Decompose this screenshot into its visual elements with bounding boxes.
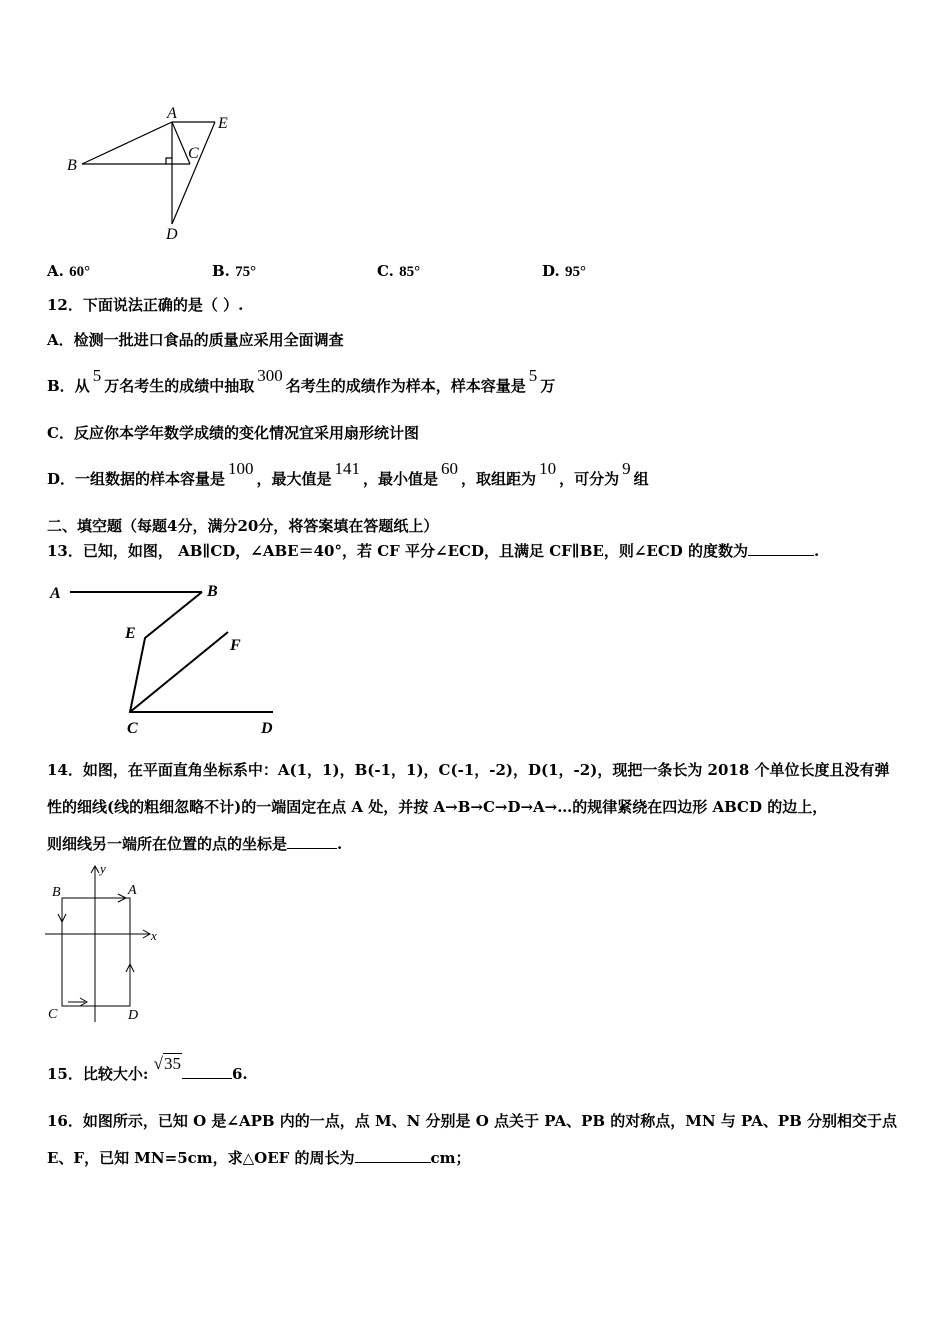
text: 万 <box>540 377 556 395</box>
section-heading: 二、填空题（每题4分，满分20分，将答案填在答题纸上） <box>47 517 439 535</box>
label-B: B <box>207 583 218 600</box>
option-key: B. <box>212 262 230 280</box>
question-text: E、F，已知 MN=5cm，求△OEF 的周长为 <box>47 1149 355 1167</box>
label-F: F <box>230 637 241 654</box>
sqrt-icon: √ <box>153 1054 163 1073</box>
q16-line2 <box>47 1148 471 1168</box>
q12-option-c: C．反应你本学年数学成绩的变化情况宜采用扇形统计图 <box>47 424 419 442</box>
text: 组 <box>633 470 649 488</box>
text: B．从 <box>47 377 90 395</box>
q14-line1: 14．如图，在平面直角坐标系中：A(1，1)，B(-1，1)，C(-1，-2)，D(1，-2)，现把一条长为 2018 个单位长度且没有弹 <box>47 761 890 779</box>
label-D: D <box>261 720 273 737</box>
text: ，可分为 <box>559 470 620 488</box>
number: 60 <box>441 459 459 478</box>
answer-blank <box>287 834 337 849</box>
q14-line2: 性的细线(线的粗细忽略不计)的一端固定在点 A 处，并按 A→B→C→D→A→…的规律紧绕在四边形 ABCD 的边上， <box>47 798 828 816</box>
text: ，取组距为 <box>461 470 537 488</box>
number: 300 <box>257 366 283 385</box>
label-x: x <box>151 928 157 943</box>
label-A: A <box>167 105 177 122</box>
q11-option-d <box>542 262 586 281</box>
label-D: D <box>128 1008 139 1023</box>
question-text: 13．已知，如图， AB∥CD，∠ABE＝40°，若 CF 平分∠ECD，且满足 CF∥BE，则∠ECD 的度数为 <box>47 542 749 560</box>
number: 5 <box>92 366 102 385</box>
number: 5 <box>528 366 538 385</box>
q16-line1: 16．如图所示，已知 O 是∠APB 内的一点，点 M、N 分别是 O 点关于 PA、PB 的对称点，MN 与 PA、PB 分别相交于点 <box>47 1112 898 1130</box>
option-value: 60° <box>69 264 91 280</box>
q12-option-b <box>47 366 556 396</box>
label-B: B <box>67 157 77 174</box>
option-key: C. <box>377 262 394 280</box>
label-y: y <box>100 861 106 876</box>
label-E: E <box>218 115 228 132</box>
text: D．一组数据的样本容量是 <box>47 470 226 488</box>
q12-option-a: A．检测一批进口食品的质量应采用全面调查 <box>47 331 344 349</box>
question-text: 则细线另一端所在位置的点的坐标是 <box>47 835 288 853</box>
answer-blank <box>748 541 814 556</box>
coordinate-plane-figure-q14 <box>38 860 178 1030</box>
number: 9 <box>622 459 631 478</box>
number: 100 <box>228 459 254 478</box>
q15-text <box>47 1054 248 1084</box>
label-C: C <box>188 145 199 162</box>
q11-option-b <box>212 262 256 281</box>
label-A: A <box>50 585 61 602</box>
parallel-lines-figure-q13 <box>45 578 305 738</box>
q12-stem: 12．下面说法正确的是（ ）. <box>47 296 244 314</box>
text: 名考生的成绩作为样本，样本容量是 <box>285 377 526 395</box>
label-C: C <box>48 1007 58 1022</box>
label-C: C <box>127 720 138 737</box>
text: ，最大值是 <box>256 470 332 488</box>
label-A: A <box>128 883 137 898</box>
option-value: 95° <box>564 264 586 280</box>
label-E: E <box>125 625 136 642</box>
q11-option-c <box>377 262 420 281</box>
number: 10 <box>539 459 557 478</box>
option-key: D. <box>542 262 560 280</box>
number: 141 <box>334 459 361 478</box>
period: . <box>814 542 820 560</box>
q11-option-a <box>47 262 90 281</box>
label-B: B <box>52 885 61 900</box>
q12-option-d <box>47 459 649 489</box>
answer-blank <box>355 1148 431 1163</box>
option-key: A. <box>47 262 64 280</box>
sqrt-expression <box>154 1054 182 1074</box>
triangle-figure-q11 <box>60 100 260 243</box>
unit: cm； <box>430 1149 471 1167</box>
comparison-value: 6. <box>232 1065 248 1083</box>
answer-blank <box>182 1064 232 1079</box>
text: ，最小值是 <box>363 470 439 488</box>
q14-line3 <box>47 834 342 854</box>
option-value: 85° <box>399 264 421 280</box>
radicand: 35 <box>164 1054 181 1073</box>
question-text: 15．比较大小: <box>47 1065 149 1083</box>
label-D: D <box>166 226 178 243</box>
period: . <box>337 835 343 853</box>
text: 万名考生的成绩中抽取 <box>104 377 255 395</box>
q13-text <box>47 541 819 561</box>
option-value: 75° <box>235 264 257 280</box>
